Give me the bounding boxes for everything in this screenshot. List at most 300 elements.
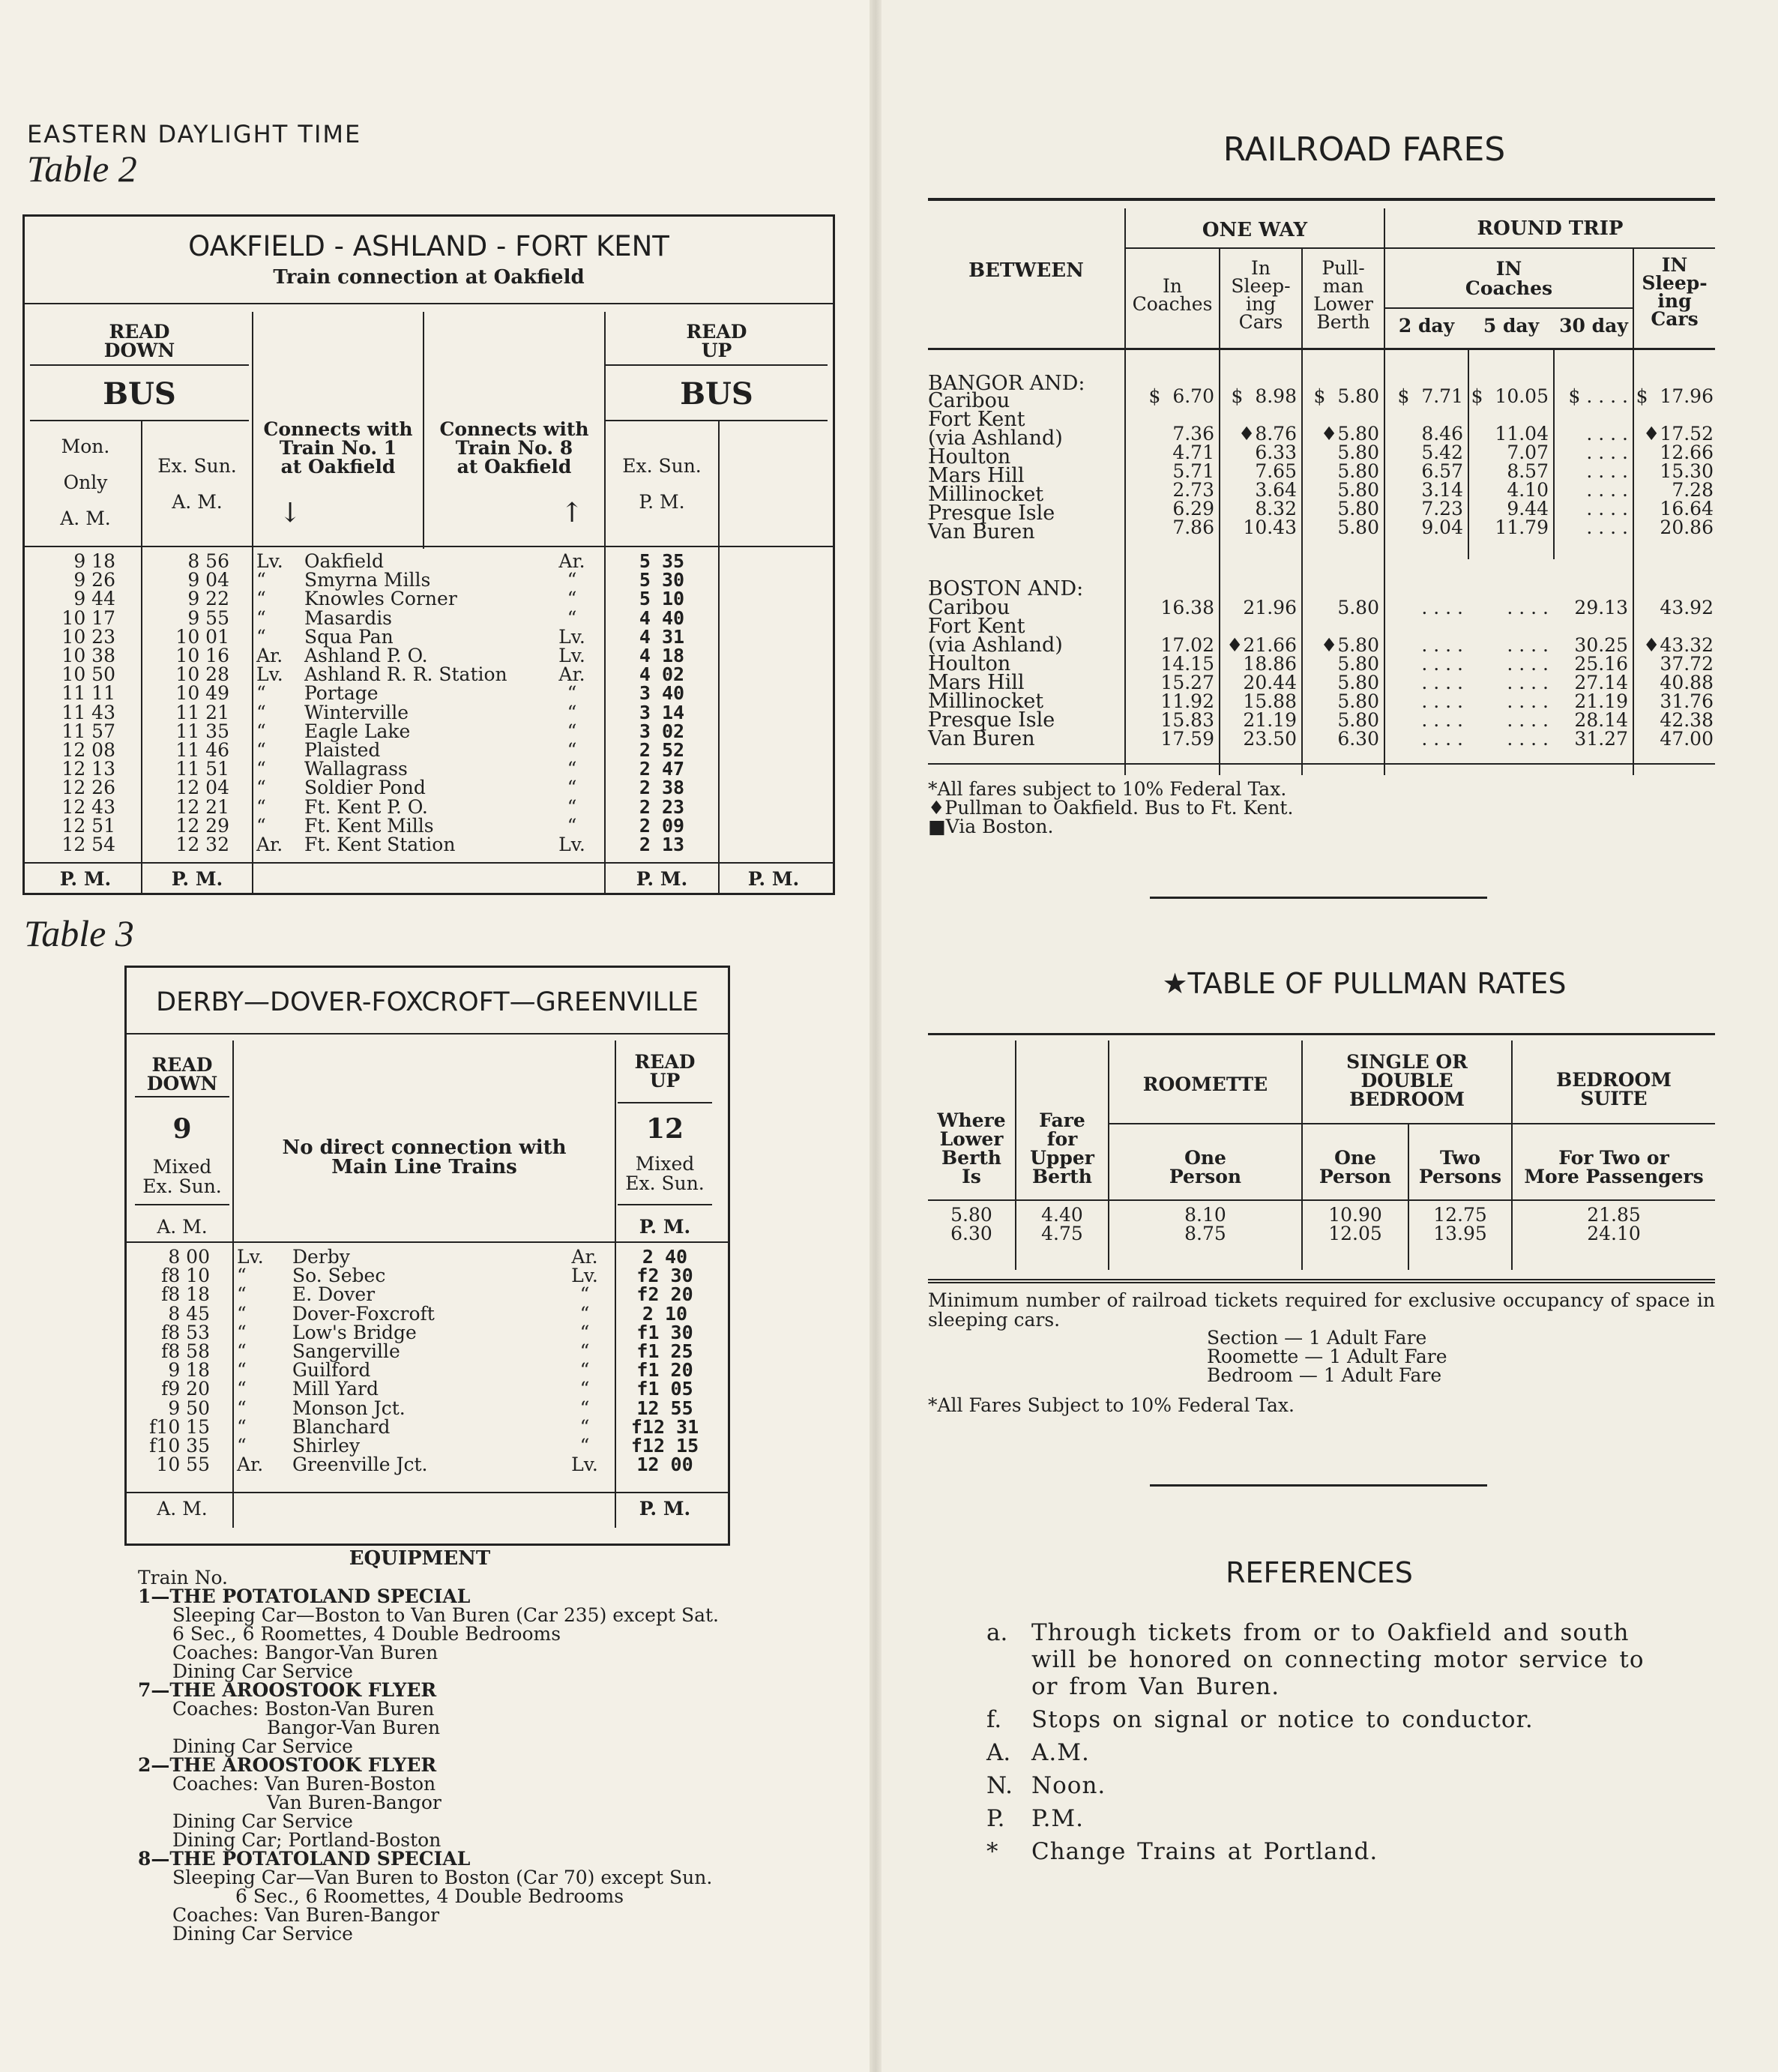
station-name: Dover-Foxcroft (292, 1302, 435, 1325)
fare-cell (1220, 617, 1297, 636)
bangor-rt-30-day (1555, 387, 1628, 537)
table2-title: OAKFIELD - ASHLAND - FORT KENT (188, 230, 669, 262)
station-name: So. Sebec (292, 1265, 386, 1287)
fare-cell: 5.42 (1421, 442, 1463, 463)
fare-cell: 6.30 (1337, 728, 1379, 750)
station-name: Portage (304, 682, 379, 705)
table2-ex-sun-up-times (606, 552, 718, 854)
fare-cell: 47.00 (1660, 728, 1714, 750)
time-cell: 11 21 (175, 701, 229, 723)
pullman-rate-cell: 6.30 (950, 1223, 992, 1245)
time-cell: 9 26 (73, 569, 115, 591)
lv-ar-mark: “ (256, 795, 266, 818)
lv-ar-mark: Ar. (237, 1454, 264, 1476)
fares-between-head: BETWEEN (968, 259, 1084, 282)
lv-ar-mark: “ (579, 1415, 590, 1438)
fare-cell: 42.38 (1660, 709, 1714, 731)
pullman-rate-cell: 12.75 (1433, 1204, 1487, 1226)
equipment-line: Train No. (138, 1567, 229, 1588)
boston-one-way-sleeping (1220, 598, 1297, 748)
time-cell: 2 09 (639, 814, 685, 837)
table2-stations (304, 552, 507, 854)
table3-label: Table 3 (24, 912, 134, 954)
bangor-and-label: BANGOR AND: (928, 372, 1085, 395)
fare-cell: . . . . (1586, 442, 1628, 463)
lv-ar-mark: “ (237, 1321, 247, 1343)
reference-item (986, 1619, 1661, 1700)
lv-ar-mark: “ (579, 1397, 590, 1419)
table3-title: DERBY—DOVER-FOXCROFT—GREENVILLE (156, 987, 699, 1017)
fare-cell: ♦8.76 (1238, 423, 1297, 445)
equipment-line: Coaches: Van Buren-Bangor (172, 1904, 440, 1926)
fare-cell: 3.14 (1421, 479, 1463, 501)
lv-ar-mark: “ (579, 1321, 590, 1343)
station-name: Wallagrass (304, 758, 408, 780)
time-cell: 3 02 (639, 720, 685, 742)
place-name: Van Buren (928, 520, 1035, 543)
lv-ar-mark: “ (567, 739, 577, 762)
table2-bus-up: BUS (680, 376, 753, 412)
time-cell: 11 43 (61, 701, 115, 723)
fares-round-trip-head: ROUND TRIP (1477, 217, 1624, 240)
time-cell: f10 15 (149, 1415, 210, 1438)
fare-cell: 9.44 (1507, 498, 1549, 519)
equipment-line: Coaches: Boston-Van Buren (172, 1698, 435, 1720)
fare-cell: 5.80 (1337, 672, 1379, 693)
equipment-line: Sleeping Car—Boston to Van Buren (Car 235) except Sat. (172, 1604, 719, 1626)
pullman-rate-cell: 8.75 (1184, 1223, 1226, 1245)
time-cell: 2 13 (639, 834, 685, 856)
table3-am-foot: A. M. (157, 1498, 208, 1520)
fare-cell: 15.30 (1660, 460, 1714, 482)
time-cell: 9 22 (187, 588, 229, 610)
time-cell: 12 04 (175, 777, 229, 799)
bangor-places (928, 391, 1063, 541)
bangor-one-way-coaches (1126, 387, 1214, 537)
page-fold (870, 0, 882, 2072)
fare-cell: 16.38 (1160, 597, 1214, 618)
bangor-rt-5-day (1469, 387, 1549, 537)
table2-ex-sun-head: Ex. Sun. A. M. (157, 455, 237, 513)
pullman-section-fare: Section — 1 Adult Fare (1207, 1327, 1427, 1349)
fare-cell: 9.04 (1421, 517, 1463, 538)
fare-cell: 7.07 (1507, 442, 1549, 463)
fare-cell: 7.23 (1421, 498, 1463, 519)
place-name: Caribou (928, 389, 1010, 412)
fare-cell: . . . . (1421, 690, 1463, 712)
table3-mixed-down: Mixed Ex. Sun. (142, 1156, 222, 1197)
pullman-suite-values (1513, 1205, 1715, 1243)
fare-cell: . . . . (1586, 460, 1628, 482)
place-name: Presque Isle (928, 708, 1055, 732)
pullman-rate-cell: 5.80 (950, 1204, 992, 1226)
lv-ar-mark: Lv. (237, 1246, 264, 1268)
time-cell: 4 02 (639, 663, 685, 686)
boston-and-label: BOSTON AND: (928, 577, 1084, 600)
fare-cell: 5.80 (1337, 460, 1379, 482)
table3-read-up: READ UP (634, 1051, 696, 1091)
time-cell: 10 16 (175, 645, 229, 667)
fares-in-sleeping-head: In Sleep- ing Cars (1231, 257, 1291, 333)
lv-ar-mark: “ (237, 1415, 247, 1438)
lv-ar-mark: “ (256, 814, 266, 837)
place-name: (via Ashland) (928, 633, 1063, 657)
fare-cell: . . . . (1507, 672, 1549, 693)
time-cell: 12 32 (175, 834, 229, 856)
station-name: Smyrna Mills (304, 569, 431, 591)
lv-ar-mark: “ (256, 625, 266, 648)
fare-cell (1555, 617, 1628, 636)
reference-key: N. (986, 1772, 1013, 1799)
fare-cell (1634, 617, 1714, 636)
boston-places (928, 598, 1063, 748)
lv-ar-mark: Lv. (558, 834, 585, 856)
time-cell: 8 45 (168, 1302, 210, 1325)
time-zone-header: EASTERN DAYLIGHT TIME (27, 120, 362, 148)
lv-ar-mark: “ (567, 701, 577, 723)
lv-ar-mark: Ar. (558, 663, 585, 686)
station-name: E. Dover (292, 1283, 376, 1306)
fare-cell: 18.86 (1243, 653, 1297, 675)
station-name: Guilford (292, 1359, 371, 1382)
equipment-line: 6 Sec., 6 Roomettes, 4 Double Bedrooms (235, 1885, 624, 1907)
station-name: Winterville (304, 701, 409, 723)
time-cell: 9 50 (168, 1397, 210, 1419)
fare-cell (1385, 406, 1463, 424)
time-cell: 11 11 (61, 682, 115, 705)
place-name: Fort Kent (928, 615, 1025, 638)
fare-cell: 23.50 (1243, 728, 1297, 750)
place-name: Mars Hill (928, 464, 1025, 487)
fare-cell: $ 5.80 (1313, 385, 1379, 407)
lv-ar-mark: “ (237, 1340, 247, 1363)
fare-cell: 17.59 (1160, 728, 1214, 750)
fare-cell: 8.46 (1421, 423, 1463, 445)
fare-cell: 3.64 (1255, 479, 1297, 501)
time-cell: 4 18 (639, 645, 685, 667)
time-cell: f8 53 (161, 1321, 210, 1343)
place-name: Millinocket (928, 690, 1044, 713)
lv-ar-mark: “ (237, 1265, 247, 1287)
lv-ar-mark: “ (579, 1359, 590, 1382)
fare-cell: 7.86 (1172, 517, 1214, 538)
table2-connects-train8: Connects with Train No. 8 at Oakfield (439, 418, 589, 478)
station-name: Mill Yard (292, 1378, 379, 1400)
lv-ar-mark: Lv. (256, 663, 283, 686)
fare-cell: . . . . (1421, 653, 1463, 675)
time-cell: f8 18 (161, 1283, 210, 1306)
pullman-lower-berth-values (928, 1205, 1015, 1243)
station-name: Derby (292, 1246, 350, 1268)
fare-cell: 5.80 (1337, 517, 1379, 538)
reference-item (986, 1739, 1661, 1766)
pullman-roomette-values (1109, 1205, 1301, 1243)
equipment-line: 7—THE AROOSTOOK FLYER (138, 1679, 437, 1701)
references-title: REFERENCES (1226, 1556, 1413, 1589)
reference-text: A.M. (1031, 1739, 1090, 1766)
station-name: Monson Jct. (292, 1397, 406, 1419)
fare-cell: 40.88 (1660, 672, 1714, 693)
time-cell: f12 15 (630, 1435, 699, 1457)
table2-ar-lv-right (556, 552, 588, 854)
fare-cell: 25.16 (1574, 653, 1628, 675)
references-list (986, 1619, 1661, 1871)
pullman-roomette-fare: Roomette — 1 Adult Fare (1207, 1346, 1447, 1367)
pullman-rates-title: ★TABLE OF PULLMAN RATES (1162, 967, 1567, 1000)
fare-cell: 17.02 (1160, 634, 1214, 656)
table3-ar-lv-right (568, 1247, 601, 1474)
fare-cell: 11.92 (1160, 690, 1214, 712)
lv-ar-mark: “ (256, 606, 266, 629)
lv-ar-mark: “ (567, 569, 577, 591)
lv-ar-mark: Lv. (558, 645, 585, 667)
fare-cell (1126, 406, 1214, 424)
fare-cell (1555, 406, 1628, 424)
lv-ar-mark: “ (567, 588, 577, 610)
table3-stations (292, 1247, 435, 1474)
fare-cell: 27.14 (1574, 672, 1628, 693)
fares-one-way-head: ONE WAY (1202, 219, 1308, 241)
fare-note: ■Via Boston. (928, 816, 1054, 837)
fare-cell: ♦5.80 (1320, 634, 1379, 656)
equipment-line: 8—THE POTATOLAND SPECIAL (138, 1848, 471, 1870)
table2-foot-pm-3: P. M. (636, 868, 688, 890)
station-name: Knowles Corner (304, 588, 457, 610)
fare-cell: 5.80 (1337, 479, 1379, 501)
pullman-bedroom-one-person: One Person (1319, 1147, 1392, 1187)
pullman-rate-cell: 4.40 (1041, 1204, 1083, 1226)
fare-cell: $ . . . . (1568, 385, 1628, 407)
fare-cell: 2.73 (1172, 479, 1214, 501)
pullman-tax-note: *All Fares Subject to 10% Federal Tax. (928, 1394, 1295, 1416)
time-cell: 5 30 (639, 569, 685, 591)
station-name: Ft. Kent P. O. (304, 795, 428, 818)
pullman-fare-upper-head: Fare for Upper Berth (1030, 1109, 1094, 1187)
fare-cell: . . . . (1421, 597, 1463, 618)
time-cell: 8 00 (168, 1246, 210, 1268)
reference-item (986, 1772, 1661, 1799)
bangor-one-way-pullman (1303, 387, 1379, 537)
reference-key: f. (986, 1706, 1002, 1733)
fare-cell: ♦17.52 (1643, 423, 1714, 445)
fare-cell: 29.13 (1574, 597, 1628, 618)
equipment-line: Sleeping Car—Van Buren to Boston (Car 70) except Sun. (172, 1867, 713, 1888)
time-cell: 3 40 (639, 682, 685, 705)
fare-cell: 21.19 (1243, 709, 1297, 731)
time-cell: f12 31 (630, 1415, 699, 1438)
time-cell: f2 20 (636, 1283, 693, 1306)
fare-cell: 11.79 (1495, 517, 1549, 538)
time-cell: 11 35 (175, 720, 229, 742)
fare-cell (1303, 617, 1379, 636)
fare-cell: 7.65 (1255, 460, 1297, 482)
time-cell: 10 38 (61, 645, 115, 667)
lv-ar-mark: “ (237, 1302, 247, 1325)
equipment-line: Coaches: Van Buren-Boston (172, 1773, 436, 1795)
place-name: Fort Kent (928, 408, 1025, 431)
lv-ar-mark: “ (567, 682, 577, 705)
pullman-rate-cell: 10.90 (1328, 1204, 1382, 1226)
fare-cell: . . . . (1586, 479, 1628, 501)
equipment-line: 1—THE POTATOLAND SPECIAL (138, 1585, 471, 1607)
table3-am-head: A. M. (157, 1216, 208, 1238)
time-cell: 11 57 (61, 720, 115, 742)
fare-cell: . . . . (1586, 423, 1628, 445)
pullman-bedroom-two-values (1409, 1205, 1511, 1243)
fare-cell: . . . . (1507, 690, 1549, 712)
time-cell: 2 52 (639, 739, 685, 762)
time-cell: 4 40 (639, 606, 685, 629)
place-name: Caribou (928, 596, 1010, 619)
time-cell: f1 20 (636, 1359, 693, 1382)
station-name: Squa Pan (304, 625, 394, 648)
fare-cell: 7.36 (1172, 423, 1214, 445)
fares-rt-in-sleeping-head: IN Sleep- ing Cars (1642, 254, 1708, 330)
fare-cell: 5.80 (1337, 709, 1379, 731)
lv-ar-mark: Lv. (571, 1265, 598, 1287)
table3-train-9: 9 (172, 1113, 192, 1145)
reference-text: Stops on signal or notice to conductor. (1031, 1706, 1534, 1733)
time-cell: 11 51 (175, 758, 229, 780)
fare-cell: 5.80 (1337, 653, 1379, 675)
lv-ar-mark: “ (256, 720, 266, 742)
lv-ar-mark: “ (567, 758, 577, 780)
fare-cell: . . . . (1586, 498, 1628, 519)
lv-ar-mark: “ (237, 1397, 247, 1419)
pullman-rate-cell: 8.10 (1184, 1204, 1226, 1226)
fare-cell: 15.88 (1243, 690, 1297, 712)
time-cell: 12 26 (61, 777, 115, 799)
equipment-list (138, 1568, 719, 1943)
boston-rt-2-day (1385, 598, 1463, 748)
lv-ar-mark: “ (256, 701, 266, 723)
lv-ar-mark: “ (256, 777, 266, 799)
station-name: Ashland P. O. (304, 645, 428, 667)
fare-cell: 8.32 (1255, 498, 1297, 519)
table2-subtitle: Train connection at Oakfield (273, 266, 585, 289)
station-name: Plaisted (304, 739, 381, 762)
time-cell: f2 30 (636, 1265, 693, 1287)
boston-rt-5-day (1469, 598, 1549, 748)
time-cell: 12 21 (175, 795, 229, 818)
time-cell: 9 44 (73, 588, 115, 610)
fare-cell: 28.14 (1574, 709, 1628, 731)
fare-cell: 20.86 (1660, 517, 1714, 538)
equipment-title: EQUIPMENT (349, 1547, 491, 1570)
lv-ar-mark: Ar. (571, 1246, 598, 1268)
time-cell: f8 58 (161, 1340, 210, 1363)
lv-ar-mark: “ (567, 795, 577, 818)
time-cell: 10 01 (175, 625, 229, 648)
station-name: Sangerville (292, 1340, 400, 1363)
fare-cell: . . . . (1507, 597, 1549, 618)
lv-ar-mark: “ (237, 1435, 247, 1457)
pullman-roomette-one-person: One Person (1169, 1147, 1242, 1187)
time-cell: f1 05 (636, 1378, 693, 1400)
fares-in-coaches-head: In Coaches (1132, 275, 1213, 315)
lv-ar-mark: Ar. (256, 834, 283, 856)
equipment-line: Dining Car Service (172, 1923, 353, 1945)
table2-read-up: READ UP (686, 321, 747, 361)
equipment-line: 6 Sec., 6 Roomettes, 4 Double Bedrooms (172, 1623, 561, 1645)
table2-mon-only-times (30, 552, 115, 854)
pullman-roomette-head: ROOMETTE (1142, 1073, 1268, 1095)
time-cell: f8 10 (161, 1265, 210, 1287)
fare-cell (1634, 406, 1714, 424)
equipment-line: Bangor-Van Buren (267, 1717, 441, 1738)
time-cell: 9 18 (168, 1359, 210, 1382)
fare-cell: . . . . (1421, 672, 1463, 693)
lv-ar-mark: “ (256, 569, 266, 591)
time-cell: 2 38 (639, 777, 685, 799)
pullman-rate-cell: 12.05 (1328, 1223, 1382, 1245)
fare-cell: 30.25 (1574, 634, 1628, 656)
fare-cell (1303, 406, 1379, 424)
time-cell: 12 51 (61, 814, 115, 837)
table3-up-times (618, 1247, 712, 1474)
bangor-rt-sleeping (1634, 387, 1714, 537)
fare-cell: 5.80 (1337, 690, 1379, 712)
bangor-one-way-sleeping (1220, 387, 1297, 537)
fares-2-day-head: 2 day (1398, 315, 1455, 337)
fare-cell: 6.57 (1421, 460, 1463, 482)
fare-cell: 37.72 (1660, 653, 1714, 675)
time-cell: 8 56 (187, 550, 229, 572)
boston-one-way-pullman (1303, 598, 1379, 748)
equipment-line: Dining Car Service (172, 1810, 353, 1832)
table3-pm-head: P. M. (639, 1216, 691, 1238)
lv-ar-mark: “ (579, 1302, 590, 1325)
fare-cell: 4.10 (1507, 479, 1549, 501)
fare-cell: 12.66 (1660, 442, 1714, 463)
lv-ar-mark: Lv. (571, 1454, 598, 1476)
fare-cell: ♦5.80 (1320, 423, 1379, 445)
reference-text: P.M. (1031, 1805, 1085, 1832)
time-cell: 5 10 (639, 588, 685, 610)
fare-cell: 11.04 (1495, 423, 1549, 445)
fare-cell: . . . . (1421, 709, 1463, 731)
table2-lv-ar-left (256, 552, 283, 854)
station-name: Oakfield (304, 550, 385, 572)
table2-ex-sun-up-head: Ex. Sun. P. M. (622, 455, 702, 513)
time-cell: 12 08 (61, 739, 115, 762)
fare-cell (1220, 406, 1297, 424)
reference-item (986, 1706, 1661, 1733)
reference-text: Through tickets from or to Oakfield and south will be honored on connecting motor service to or from Van Buren. (1031, 1619, 1645, 1700)
fare-cell: 31.27 (1574, 728, 1628, 750)
table3-no-connection: No direct connection with Main Line Trains (282, 1136, 567, 1178)
equipment-line: Coaches: Bangor-Van Buren (172, 1642, 439, 1663)
reference-text: Change Trains at Portland. (1031, 1838, 1378, 1865)
equipment-line: Dining Car Service (172, 1660, 353, 1682)
railroad-fares-title: RAILROAD FARES (1223, 130, 1506, 169)
pullman-bedroom-one-values (1303, 1205, 1408, 1243)
place-name: Presque Isle (928, 502, 1055, 525)
equipment-line: Dining Car Service (172, 1735, 353, 1757)
fare-cell: $ 6.70 (1148, 385, 1214, 407)
time-cell: 4 31 (639, 625, 685, 648)
table3-train-12: 12 (645, 1113, 684, 1145)
time-cell: 2 47 (639, 758, 685, 780)
fare-cell: 5.80 (1337, 442, 1379, 463)
fare-note: *All fares subject to 10% Federal Tax. (928, 778, 1287, 800)
time-cell: 5 35 (639, 550, 685, 572)
time-cell: f1 25 (636, 1340, 693, 1363)
table3-pm-foot: P. M. (639, 1498, 691, 1520)
pullman-rate-cell: 24.10 (1587, 1223, 1641, 1245)
station-name: Shirley (292, 1435, 361, 1457)
pullman-suite-two-or-more: For Two or More Passengers (1524, 1147, 1704, 1187)
